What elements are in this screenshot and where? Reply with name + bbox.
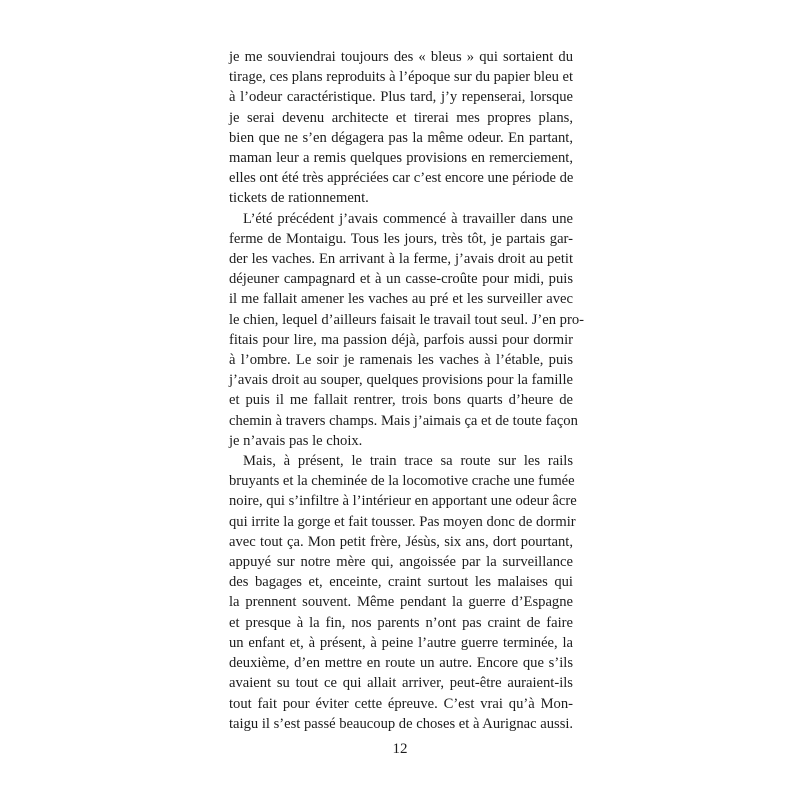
text-line: un enfant et, à présent, à peine l’autre guerre terminée, la — [229, 634, 573, 651]
text-line: déjeuner campagnard et à un casse-croûte pour midi, puis — [229, 271, 573, 288]
text-line: tickets de rationnement. — [229, 190, 369, 207]
text-line: tirage, ces plans reproduits à l’époque sur du papier bleu et — [229, 69, 574, 86]
text-line: des bagages et, enceinte, craint surtout les malaises qui — [229, 574, 573, 591]
text-line: à l’odeur caractéristique. Plus tard, j’y repenserai, lorsque — [229, 89, 573, 106]
text-line: appuyé sur notre mère qui, angoissée par la surveillance — [229, 554, 573, 571]
text-line: avaient su tout ce qui allait arriver, peut-être auraient-ils — [229, 675, 573, 692]
text-line: fitais pour lire, ma passion déjà, parfois aussi pour dormir — [229, 331, 573, 348]
text-line: bien que ne s’en dégagera pas la même odeur. En partant, — [229, 129, 573, 146]
text-line: noire, qui s’infiltre à l’intérieur en apportant une odeur âcre — [229, 493, 577, 510]
text-line: je me souviendrai toujours des « bleus » qui sortaient du — [229, 49, 573, 65]
text-line: la prennent souvent. Même pendant la guerre d’Espagne — [229, 594, 573, 611]
text-line: je serai devenu architecte et tirerai mes propres plans, — [229, 109, 573, 126]
page-number: 12 — [392, 741, 408, 757]
text-line: je n’avais pas le choix. — [229, 432, 363, 449]
text-line: bruyants et la cheminée de la locomotive crache une fumée — [229, 473, 575, 490]
text-line: qui irrite la gorge et fait tousser. Pas moyen donc de dormir — [229, 513, 576, 530]
text-line: chemin à travers champs. Mais j’aimais ça et de toute façon — [229, 412, 578, 429]
text-line: à l’ombre. Le soir je ramenais les vaches à l’étable, puis — [229, 352, 573, 369]
text-line: deuxième, d’en mettre en route un autre. Encore que s’ils — [229, 655, 573, 672]
text-line: der les vaches. En arrivant à la ferme, j’avais droit au petit — [229, 251, 573, 268]
text-line: elles ont été très appréciées car c’est encore une période de — [229, 170, 574, 187]
body-text — [229, 47, 584, 734]
text-line: et puis il me fallait rentrer, trois bons quarts d’heure de — [229, 392, 573, 409]
text-line: taigu il s’est passé beaucoup de choses et à Aurignac aussi. — [229, 715, 574, 732]
text-line: L’été précédent j’avais commencé à travailler dans une — [243, 210, 573, 227]
text-line: maman leur a remis quelques provisions en remerciement, — [229, 150, 573, 167]
text-line: Mais, à présent, le train trace sa route sur les rails — [243, 453, 573, 470]
text-line: j’avais droit au souper, quelques provisions pour la famille — [229, 372, 573, 389]
text-line: tout fait pour éviter cette épreuve. C’est vrai qu’à Mon- — [229, 695, 573, 712]
text-line: ferme de Montaigu. Tous les jours, très tôt, je partais gar- — [229, 230, 573, 247]
text-line: et presque à la fin, nos parents n’ont pas craint de faire — [229, 614, 573, 631]
text-line: le chien, lequel d’ailleurs faisait le travail tout seul. J’en pro- — [229, 311, 584, 328]
text-line: avec tout ça. Mon petit frère, Jésùs, six ans, dort pourtant, — [229, 533, 573, 550]
text-line: il me fallait amener les vaches au pré et les surveiller avec — [229, 291, 573, 308]
